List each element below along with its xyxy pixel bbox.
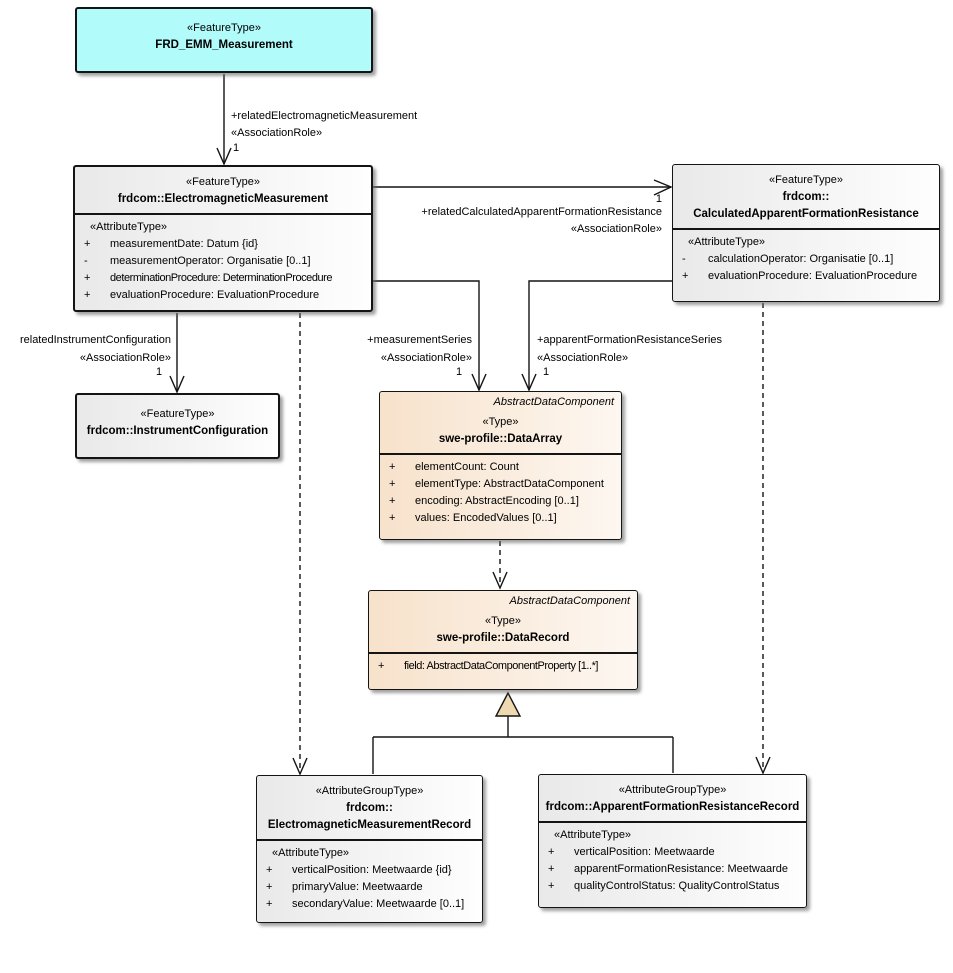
- attribute-row: + secondaryValue: Meetwaarde [0..1]: [266, 898, 465, 910]
- assoc-afr-series-multiplicity: 1: [543, 366, 550, 378]
- attribute-row: - calculationOperator: Organisatie [0..1]: [682, 253, 894, 265]
- assoc-measurement-series-role-label: +measurementSeries: [367, 334, 472, 346]
- attribute-stereotype: «AttributeType»: [688, 236, 766, 248]
- class-name-line2: ElectromagneticMeasurementRecord: [267, 819, 472, 831]
- class-electromagnetic-measurement-record: [256, 775, 483, 923]
- attribute-row: + determinationProcedure: DeterminationProcedure: [84, 272, 333, 284]
- class-calculated-apparent-formation-resistance: [672, 164, 940, 302]
- attribute-row: + apparentFormationResistance: Meetwaarde: [548, 863, 789, 875]
- class-data-array: [379, 391, 622, 540]
- assoc-related-em-multiplicity: 1: [233, 142, 240, 154]
- class-stereotype: «AttributeGroupType»: [618, 784, 727, 796]
- attribute-stereotype: «AttributeType»: [554, 829, 632, 841]
- attribute-row: + primaryValue: Meetwaarde: [266, 881, 423, 893]
- attribute-row: + encoding: AbstractEncoding [0..1]: [389, 495, 579, 507]
- attribute-row: + verticalPosition: Meetwaarde {id}: [266, 864, 452, 876]
- class-name-line2: CalculatedApparentFormationResistance: [693, 208, 919, 220]
- class-stereotype: «FeatureType»: [769, 174, 843, 186]
- assoc-measurement-series-multiplicity: 1: [456, 366, 463, 378]
- class-stereotype: «Type»: [484, 615, 522, 627]
- attribute-stereotype: «AttributeType»: [272, 847, 350, 859]
- class-stereotype: «FeatureType»: [186, 176, 260, 188]
- attribute-stereotype: «AttributeType»: [90, 221, 168, 233]
- attribute-row: + verticalPosition: Meetwaarde: [548, 846, 715, 858]
- attribute-row: + field: AbstractDataComponentProperty [1..*]: [378, 660, 599, 672]
- assoc-afr-series-role-label: +apparentFormationResistanceSeries: [537, 334, 722, 346]
- class-name: swe-profile::DataArray: [438, 433, 563, 445]
- attribute-row: + evaluationProcedure: EvaluationProcedure: [682, 270, 918, 282]
- assoc-related-em-stereotype-label: «AssociationRole»: [231, 127, 323, 139]
- class-name: FRD_EMM_Measurement: [155, 39, 293, 51]
- class-stereotype: «AttributeGroupType»: [315, 785, 424, 797]
- assoc-related-ic-multiplicity: 1: [156, 366, 163, 378]
- class-name: frdcom::ApparentFormationResistanceRecord: [545, 801, 800, 813]
- class-name: frdcom::ElectromagneticMeasurement: [117, 193, 329, 205]
- attribute-row: + elementCount: Count: [389, 461, 519, 473]
- assoc-related-em-role-label: +relatedElectromagneticMeasurement: [231, 110, 418, 122]
- attribute-row: - measurementOperator: Organisatie [0..1]: [84, 255, 311, 267]
- assoc-related-cafr-stereotype-label: «AssociationRole»: [570, 223, 662, 235]
- class-frd-emm-measurement: [75, 7, 373, 73]
- generalization-lines: [373, 716, 673, 774]
- attribute-row: + elementType: AbstractDataComponent: [389, 478, 604, 490]
- attribute-row: + evaluationProcedure: EvaluationProcedure: [84, 289, 320, 301]
- attribute-row: + qualityControlStatus: QualityControlStatus: [548, 880, 780, 892]
- class-name-line1: frdcom::: [346, 802, 393, 814]
- assoc-related-ic-role-label: relatedInstrumentConfiguration: [19, 334, 171, 346]
- class-name: swe-profile::DataRecord: [436, 632, 570, 644]
- assoc-related-cafr-multiplicity: 1: [655, 193, 662, 205]
- attribute-row: + values: EncodedValues [0..1]: [389, 512, 557, 524]
- class-name-line1: frdcom::: [782, 191, 830, 203]
- class-electromagnetic-measurement: [73, 165, 373, 312]
- class-instrument-configuration: [75, 393, 280, 459]
- generalization-triangle-icon: [496, 693, 520, 716]
- class-name: frdcom::InstrumentConfiguration: [86, 425, 269, 437]
- class-data-record: [368, 590, 638, 690]
- class-apparent-formation-resistance-record: [538, 774, 807, 908]
- assoc-related-ic-stereotype-label: «AssociationRole»: [79, 352, 171, 364]
- class-stereotype: «FeatureType»: [187, 22, 261, 34]
- class-stereotype: «Type»: [482, 416, 519, 428]
- parent-class-note: AbstractDataComponent: [509, 595, 630, 607]
- assoc-related-cafr-role-label: +relatedCalculatedApparentFormationResistance: [421, 206, 662, 218]
- assoc-measurement-series-stereotype-label: «AssociationRole»: [380, 352, 472, 364]
- class-stereotype: «FeatureType»: [140, 408, 215, 420]
- assoc-afr-series-stereotype-label: «AssociationRole»: [537, 352, 629, 364]
- attribute-row: + measurementDate: Datum {id}: [84, 238, 258, 250]
- parent-class-note: AbstractDataComponent: [493, 396, 614, 408]
